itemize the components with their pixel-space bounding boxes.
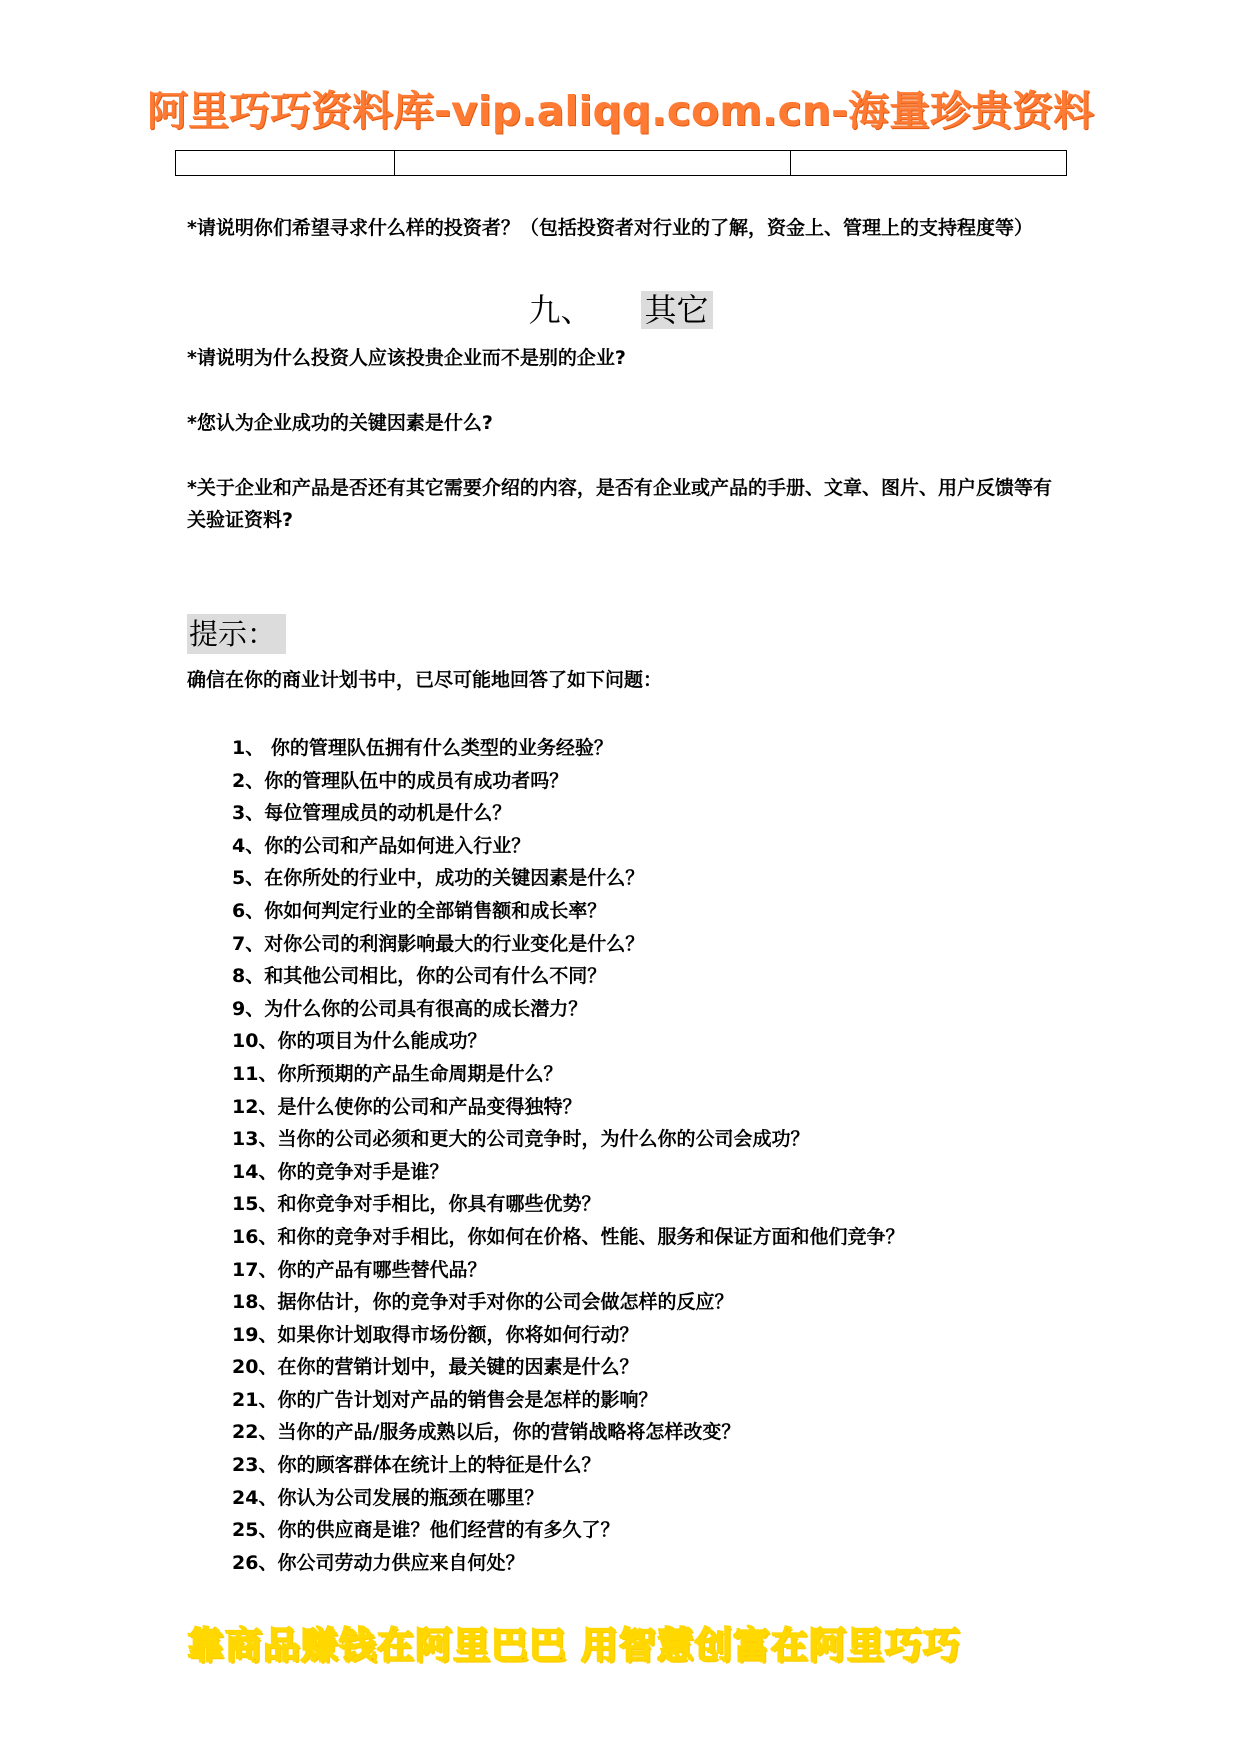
table-cell — [176, 151, 395, 176]
tip-item: 26、你公司劳动力供应来自何处？ — [232, 1551, 525, 1574]
tip-item: 11、你所预期的产品生命周期是什么？ — [232, 1062, 563, 1085]
investor-question: *请说明你们希望寻求什么样的投资者？（包括投资者对行业的了解，资金上、管理上的支持程度等） — [187, 217, 1033, 239]
section-number: 九、 — [528, 291, 593, 329]
tip-item: 6、你如何判定行业的全部销售额和成长率？ — [232, 899, 607, 922]
tip-item: 1、 你的管理队伍拥有什么类型的业务经验？ — [232, 737, 613, 759]
tip-item: 10、你的项目为什么能成功？ — [232, 1030, 487, 1053]
table-cell — [395, 151, 791, 176]
tip-item: 17、你的产品有哪些替代品？ — [232, 1258, 487, 1281]
tip-item: 18、据你估计，你的竞争对手对你的公司会做怎样的反应？ — [232, 1291, 734, 1314]
tip-item: 16、和你的竞争对手相比，你如何在价格、性能、服务和保证方面和他们竞争？ — [232, 1225, 905, 1248]
tip-item: 25、你的供应商是谁？他们经营的有多久了？ — [232, 1519, 620, 1542]
question-item: *关于企业和产品是否还有其它需要介绍的内容，是否有企业或产品的手册、文章、图片、用户反馈等有关验证资料? — [187, 477, 1052, 531]
tip-item: 3、每位管理成员的动机是什么？ — [232, 802, 512, 825]
tip-item: 24、你认为公司发展的瓶颈在哪里？ — [232, 1486, 544, 1509]
tip-item: 20、在你的营销计划中，最关键的因素是什么？ — [232, 1356, 639, 1379]
header-banner: 阿里巧巧资料库-vip.aliqq.com.cn-海量珍贵资料 — [146, 87, 1095, 135]
tip-item: 8、和其他公司相比，你的公司有什么不同？ — [232, 965, 607, 988]
tips-intro: 确信在你的商业计划书中，已尽可能地回答了如下问题： — [187, 669, 663, 691]
tips-list — [232, 732, 904, 1579]
tip-item: 22、当你的产品/服务成熟以后，你的营销战略将怎样改变？ — [232, 1421, 741, 1444]
tip-item: 4、你的公司和产品如何进入行业？ — [232, 834, 531, 857]
tip-item: 2、你的管理队伍中的成员有成功者吗？ — [232, 769, 569, 792]
tip-item: 9、为什么你的公司具有很高的成长潜力？ — [232, 997, 588, 1020]
tips-heading: 提示： — [187, 614, 286, 654]
tip-item: 15、和你竞争对手相比，你具有哪些优势？ — [232, 1193, 601, 1216]
section-title: 其它 — [641, 291, 713, 329]
tip-item: 12、是什么使你的公司和产品变得独特？ — [232, 1095, 582, 1118]
question-item: *请说明为什么投资人应该投贵企业而不是别的企业? — [187, 347, 626, 369]
tip-item: 5、在你所处的行业中，成功的关键因素是什么？ — [232, 867, 645, 890]
table-cell — [791, 151, 1067, 176]
tip-item: 13、当你的公司必须和更大的公司竞争时，为什么你的公司会成功？ — [232, 1128, 810, 1151]
tip-item: 21、你的广告计划对产品的销售会是怎样的影响？ — [232, 1388, 658, 1411]
tip-item: 19、如果你计划取得市场份额，你将如何行动？ — [232, 1323, 639, 1346]
tip-item: 14、你的竞争对手是谁？ — [232, 1160, 449, 1183]
empty-table — [175, 150, 1067, 176]
question-item: *您认为企业成功的关键因素是什么? — [187, 412, 493, 434]
tip-item: 7、对你公司的利润影响最大的行业变化是什么？ — [232, 932, 645, 955]
footer-banner: 靠商品赚钱在阿里巴巴 用智慧创富在阿里巧巧 — [187, 1624, 961, 1667]
tip-item: 23、你的顾客群体在统计上的特征是什么？ — [232, 1454, 601, 1477]
section-heading — [0, 285, 1241, 331]
